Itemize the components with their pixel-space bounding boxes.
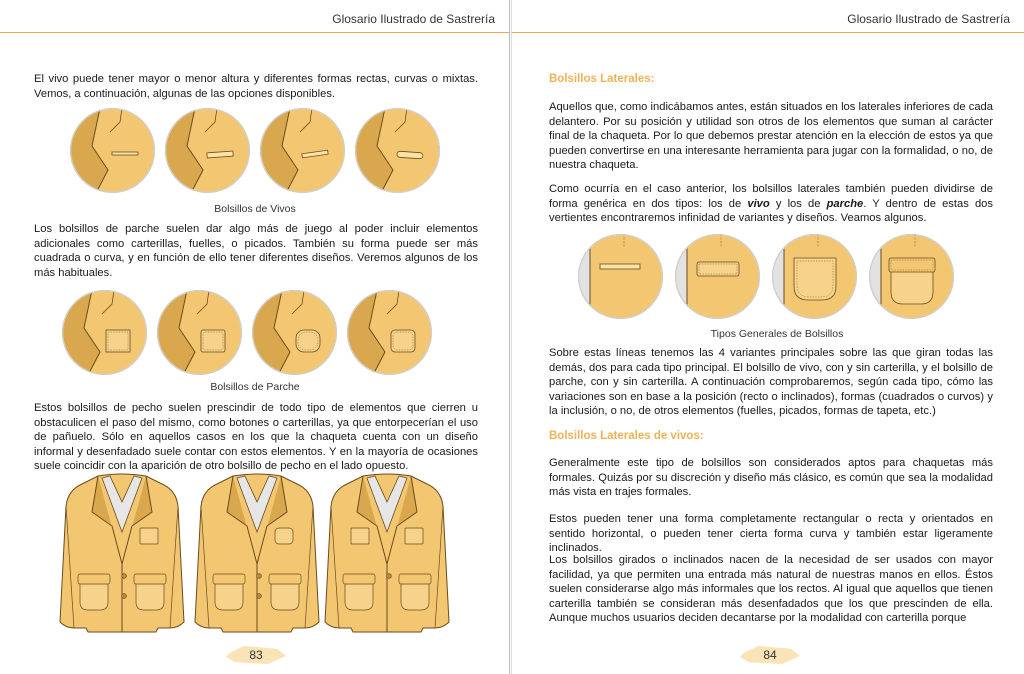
page-right (511, 0, 1024, 674)
vivos-paragraph-3: Los bolsillos girados o inclinados nacen de la necesidad de ser usados con mayor facilidad, ya que permiten una entrada más natural de nuestras manos en ellos. Éstos suelen considerarse algo más informales que los rectos. Al igual que aquellos que tienen carterilla también se consideran más desenfadados que los que prescinden de ella. Aunque muchos usuarios deciden decantarse por la modalidad con carterilla porque (549, 554, 993, 625)
vivos-paragraph-2: Estos pueden tener una forma completamente rectangular o recta y orientados en sentido horizontal, o pueden tener cierta forma curva y también estar ligeramente inclinados. (549, 513, 993, 555)
header-rule (0, 32, 509, 33)
laterales-paragraph-2 (549, 182, 993, 226)
header-rule (512, 32, 1024, 33)
pecho-paragraph: Estos bolsillos de pecho suelen prescindir de todo tipo de elementos que cierren u obstaculicen el paso del mismo, como botones o carterillas, ya que entorpecerían el uso de pañuelo. Sólo en aquellos casos en los que la chaqueta cuenta con un diseño informal y desenfadado suele contar con estos elementos. Y en la mayoría de ocasiones suele coincidir con la aparición de otro bolsillo de pecho en el lado opuesto. (34, 402, 478, 473)
vivo-pocket-illustration-3 (260, 108, 345, 193)
parche-illustration-row (62, 290, 432, 375)
jacket-illustration-3 (323, 472, 451, 634)
text-run: Como ocurría en el caso anterior, los bolsillos laterales también pueden dividirse de forma genérica en dos tipos: los de (549, 183, 993, 210)
parche-pocket-illustration-4 (347, 290, 432, 375)
variantes-paragraph: Sobre estas líneas tenemos las 4 variantes principales sobre las que giran todas las demás, dos para cada tipo principal. El bolsillo de vivo, con y sin carterilla, y el bolsillo de parche, con y sin carterilla. A continuación comprobaremos, según cada tipo, cómo las variaciones son en base a la posición (recto o inclinados), formas (cuadrados o curvos) y la inclusión, o no, de otros elementos (fuelles, picados, formas de tapeta, etc.) (549, 347, 993, 418)
caption-tipos-generales: Tipos Generales de Bolsillos (710, 328, 844, 340)
vivo-pocket-illustration-2 (165, 108, 250, 193)
emphasis-parche: parche (826, 197, 864, 210)
tipos-illustration-row (578, 234, 954, 319)
heading-bolsillos-laterales: Bolsillos Laterales: (549, 73, 655, 85)
running-head: Glosario Ilustrado de Sastrería (847, 12, 1010, 26)
running-head: Glosario Ilustrado de Sastrería (332, 12, 495, 26)
intro-paragraph: El vivo puede tener mayor o menor altura y diferentes formas rectas, curvas o mixtas. Vemos, a continuación, algunas de las opciones disponibles. (34, 73, 478, 100)
text-run: . Y dentro de estas dos vertientes encontraremos infinidad de variantes y diseños. Veamos algunos. (549, 197, 993, 225)
parche-pocket-illustration-2 (157, 290, 242, 375)
caption-bolsillos-parche: Bolsillos de Parche (210, 381, 300, 393)
page-number-84 (740, 640, 800, 668)
side-pocket-parche-illustration (772, 234, 857, 319)
text-run: y los de (769, 197, 827, 210)
vivo-pocket-illustration-1 (70, 108, 155, 193)
caption-bolsillos-vivos: Bolsillos de Vivos (214, 203, 296, 215)
heading-laterales-vivos: Bolsillos Laterales de vivos: (549, 430, 704, 442)
laterales-paragraph-1: Aquellos que, como indicábamos antes, están situados en los laterales inferiores de cada delantero. Por su posición y utilidad son otros de los elementos que suman al carácter final de la chaqueta. Por lo que debemos prestar atención en la elección de estos ya que pueden convertirse en una interesante herramienta para jugar con la formalidad, o no, de nuestra chaqueta. (549, 101, 993, 172)
jacket-illustration-1 (58, 472, 186, 634)
page-number: 83 (249, 648, 263, 662)
side-pocket-parche-carterilla-illustration (869, 234, 954, 319)
page-number: 84 (763, 648, 777, 662)
vivos-illustration-row (70, 108, 440, 193)
page-left (0, 0, 510, 674)
page-number-83 (226, 640, 286, 668)
parche-pocket-illustration-3 (252, 290, 337, 375)
parche-pocket-illustration-1 (62, 290, 147, 375)
vivos-paragraph-1: Generalmente este tipo de bolsillos son considerados aptos para chaquetas más formales. Quizás por su discreción y diseño más clásico, es común que sea la modalidad más vista en trajes formales. (549, 457, 993, 499)
side-pocket-vivo-carterilla-illustration (675, 234, 760, 319)
jacket-illustration-2 (193, 472, 321, 634)
vivo-pocket-illustration-4 (355, 108, 440, 193)
side-pocket-vivo-illustration (578, 234, 663, 319)
emphasis-vivo: vivo (747, 197, 770, 210)
parche-paragraph: Los bolsillos de parche suelen dar algo más de juego al poder incluir elementos adicionales como carterillas, fuelles, o picados. También su forma puede ser más cuadrada o curva, y en función de ello tener diferentes diseños. Veremos algunos de los más habituales. (34, 223, 478, 279)
